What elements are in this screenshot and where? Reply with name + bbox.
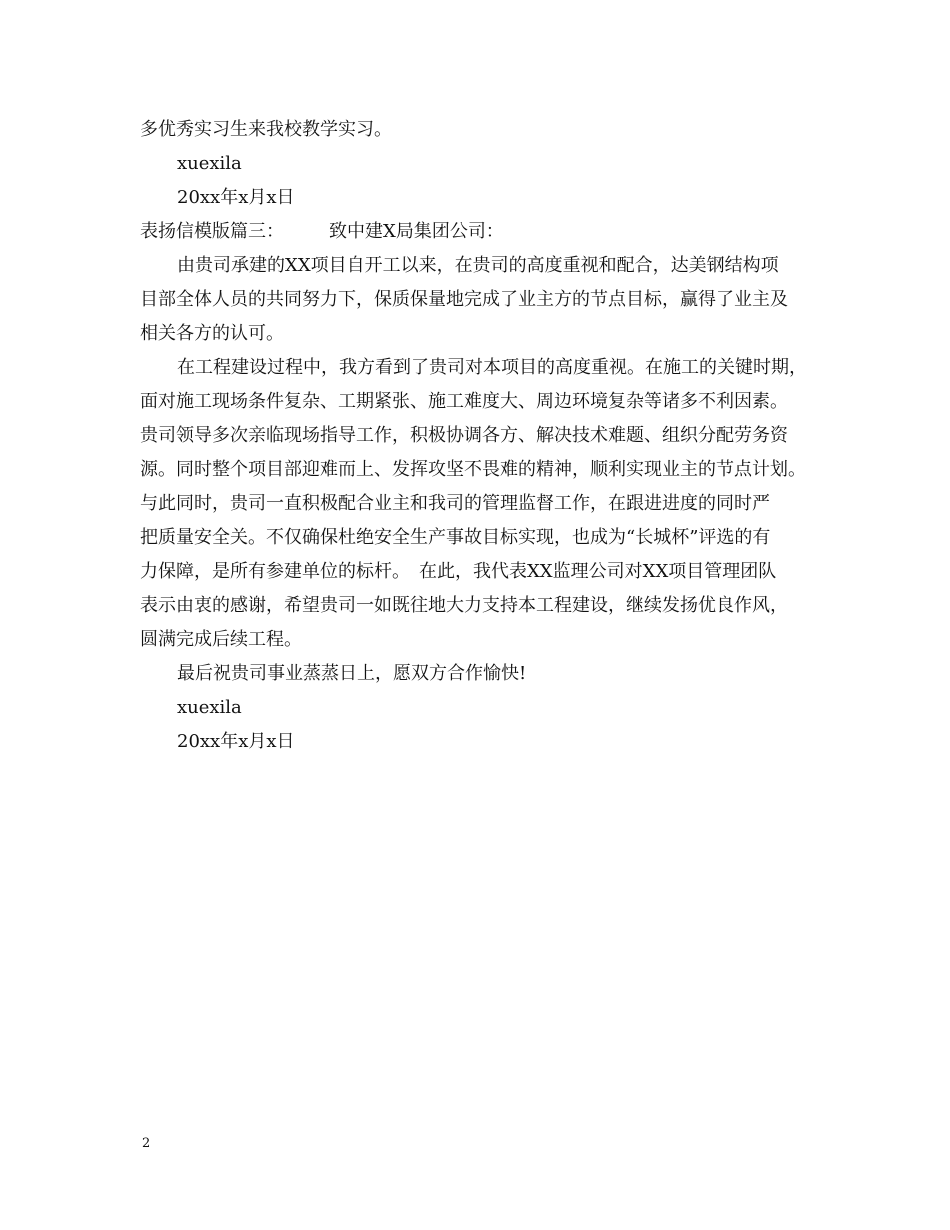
text-line: 圆满完成后续工程。 [140,629,302,650]
text-line: 力保障，是所有参建单位的标杆。 在此，我代表XX监理公司对XX项目管理团队 [140,561,777,582]
text-line: 面对施工现场条件复杂、工期紧张、施工难度大、周边环境复杂等诸多不利因素。 [140,391,788,412]
text-line: 在工程建设过程中，我方看到了贵司对本项目的高度重视。在施工的关键时期， [177,357,807,378]
signature-name: xuexila [177,153,242,174]
text-line: 由贵司承建的XX项目自开工以来，在贵司的高度重视和配合，达美钢结构项 [177,255,779,276]
signature-date: 20xx年x月x日 [177,731,295,752]
text-line: 把质量安全关。不仅确保杜绝安全生产事故目标实现，也成为“长城杯”评选的有 [140,527,771,548]
text-line: 目部全体人员的共同努力下，保质保量地完成了业主方的节点目标，赢得了业主及 [140,289,788,310]
closing-line: 最后祝贵司事业蒸蒸日上，愿双方合作愉快! [177,663,527,684]
text-line: 源。同时整个项目部迎难而上、发挥攻坚不畏难的精神，顺利实现业主的节点计划。 [140,459,806,480]
section-heading: 表扬信模版篇三： 致中建X局集团公司： [140,221,504,242]
page-number: 2 [142,1136,151,1151]
text-line: 贵司领导多次亲临现场指导工作，积极协调各方、解决技术难题、组织分配劳务资 [140,425,788,446]
text-line: 相关各方的认可。 [140,323,284,344]
signature-name: xuexila [177,697,242,718]
signature-date: 20xx年x月x日 [177,187,295,208]
text-line: 与此同时，贵司一直积极配合业主和我司的管理监督工作，在跟进进度的同时严 [140,493,770,514]
text-line: 表示由衷的感谢，希望贵司一如既往地大力支持本工程建设，继续发扬优良作风， [140,595,788,616]
text-line: 多优秀实习生来我校教学实习。 [140,119,392,140]
